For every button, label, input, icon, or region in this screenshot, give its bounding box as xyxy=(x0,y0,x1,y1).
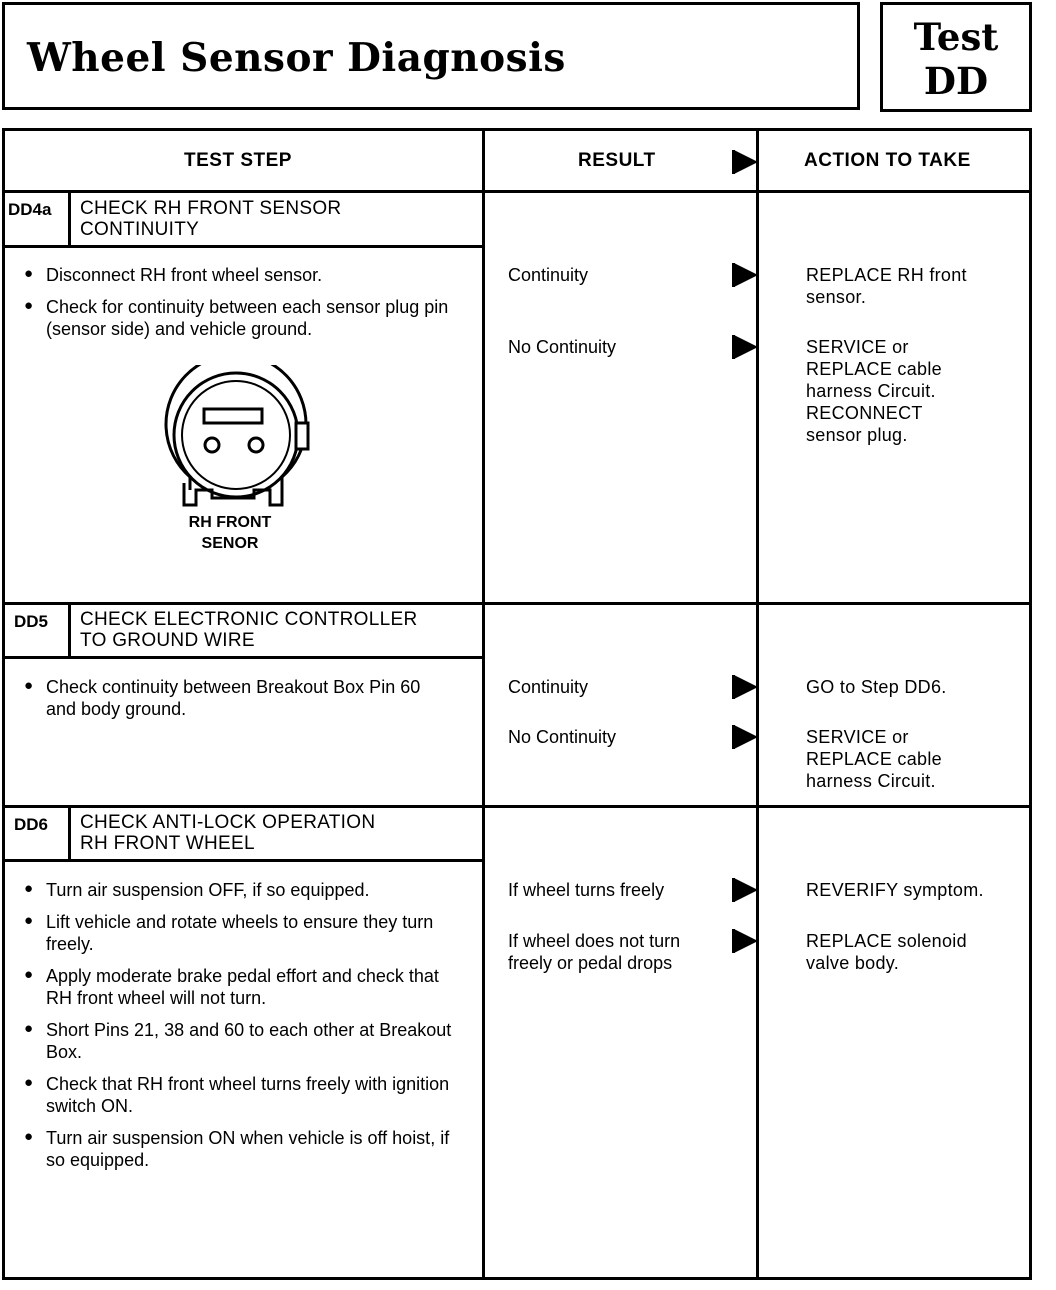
connector-body xyxy=(174,373,298,497)
step-id: DD5 xyxy=(14,612,49,631)
title-box xyxy=(2,2,860,110)
arrow-icon xyxy=(734,150,758,174)
action-line: REVERIFY symptom. xyxy=(806,880,984,900)
step-title-divider xyxy=(2,245,485,248)
instruction-item: ● Check continuity between Breakout Box Pin 60 and body ground. xyxy=(22,676,442,720)
result-line: If wheel does not turn xyxy=(508,931,681,951)
action-line: SERVICE or xyxy=(806,337,909,357)
sensor-connector-diagram xyxy=(160,365,320,515)
action-line: REPLACE cable xyxy=(806,749,942,769)
action-line: sensor. xyxy=(806,287,867,307)
test-code-box xyxy=(880,2,1032,112)
column-header-result: RESULT xyxy=(578,150,656,171)
instruction-item: ● Turn air suspension ON when vehicle is off hoist, if so equipped. xyxy=(22,1127,468,1171)
step-instructions xyxy=(22,879,468,1181)
step-title-line: TO GROUND WIRE xyxy=(80,630,255,651)
action-text xyxy=(806,930,967,974)
step-id: DD6 xyxy=(14,815,49,834)
result-text: Continuity xyxy=(508,265,589,285)
action-text xyxy=(806,264,967,308)
step-title xyxy=(80,812,375,854)
result-text xyxy=(508,879,664,901)
arrow-icon xyxy=(734,878,758,902)
step-id: DD4a xyxy=(8,200,52,219)
step-title-line: CHECK ELECTRONIC CONTROLLER xyxy=(80,609,418,630)
result-text: No Continuity xyxy=(508,727,617,747)
column-header-test-step: TEST STEP xyxy=(184,150,292,171)
connector-tab xyxy=(296,423,308,449)
action-line: REPLACE RH front xyxy=(806,265,967,285)
test-code-value: DD xyxy=(923,59,989,103)
action-line: GO to Step DD6. xyxy=(806,677,947,697)
action-line: SERVICE or xyxy=(806,727,909,747)
arrow-icon xyxy=(734,929,758,953)
instruction-item: ● Check for continuity between each sensor plug pin (sensor side) and vehicle ground. xyxy=(22,296,462,340)
step-title-line: CONTINUITY xyxy=(80,219,200,240)
step-title-line: RH FRONT WHEEL xyxy=(80,833,255,854)
result-text: No Continuity xyxy=(508,337,617,357)
step-id-divider xyxy=(68,190,71,248)
arrow-icon xyxy=(734,725,758,749)
step-id-divider xyxy=(68,805,71,862)
step-title-divider xyxy=(2,656,485,659)
step-instructions xyxy=(22,264,462,350)
column-divider xyxy=(756,128,759,1280)
arrow-icon xyxy=(734,263,758,287)
page-title: Wheel Sensor Diagnosis xyxy=(27,35,566,81)
action-line: REPLACE cable xyxy=(806,359,942,379)
instruction-item: ● Check that RH front wheel turns freely with ignition switch ON. xyxy=(22,1073,468,1117)
step-divider xyxy=(2,805,1032,808)
test-word: Test xyxy=(913,15,999,59)
column-header-action: ACTION TO TAKE xyxy=(804,150,971,171)
connector-pin xyxy=(249,438,263,452)
column-divider xyxy=(482,128,485,1280)
result-line: If wheel turns freely xyxy=(508,880,665,900)
figure-label xyxy=(150,512,310,554)
action-line: REPLACE solenoid xyxy=(806,931,967,951)
action-text xyxy=(806,676,947,698)
instruction-item: ● Lift vehicle and rotate wheels to ensure they turn freely. xyxy=(22,911,468,955)
connector-pin xyxy=(205,438,219,452)
step-instructions xyxy=(22,676,442,730)
connector-outline xyxy=(166,365,306,505)
arrow-icon xyxy=(734,675,758,699)
step-title-line: CHECK RH FRONT SENSOR xyxy=(80,198,342,219)
step-title xyxy=(80,198,341,240)
action-text xyxy=(806,726,942,792)
action-line: harness Circuit. xyxy=(806,771,936,791)
step-id-divider xyxy=(68,602,71,659)
test-code xyxy=(883,15,1029,103)
arrow-icon xyxy=(734,335,758,359)
instruction-item: ● Turn air suspension OFF, if so equipped. xyxy=(22,879,468,901)
instruction-item: ● Apply moderate brake pedal effort and check that RH front wheel will not turn. xyxy=(22,965,468,1009)
figure-label-line: RH FRONT xyxy=(188,514,272,531)
header-divider xyxy=(2,190,1032,193)
instruction-item: ● Short Pins 21, 38 and 60 to each other at Breakout Box. xyxy=(22,1019,468,1063)
connector-inner-ring xyxy=(182,381,290,489)
instruction-item: ● Disconnect RH front wheel sensor. xyxy=(22,264,462,286)
action-text xyxy=(806,336,942,446)
action-text xyxy=(806,879,984,901)
step-title-line: CHECK ANTI-LOCK OPERATION xyxy=(80,812,376,833)
action-line: valve body. xyxy=(806,953,900,973)
result-text: Continuity xyxy=(508,677,589,697)
step-divider xyxy=(2,602,1032,605)
result-line: freely or pedal drops xyxy=(508,953,673,973)
action-line: harness Circuit. xyxy=(806,381,936,401)
step-title-divider xyxy=(2,859,485,862)
connector-key-slot xyxy=(204,409,262,423)
action-line: RECONNECT xyxy=(806,403,923,423)
result-text xyxy=(508,930,680,974)
action-line: sensor plug. xyxy=(806,425,908,445)
figure-label-line: SENOR xyxy=(201,535,259,552)
step-title xyxy=(80,609,417,651)
